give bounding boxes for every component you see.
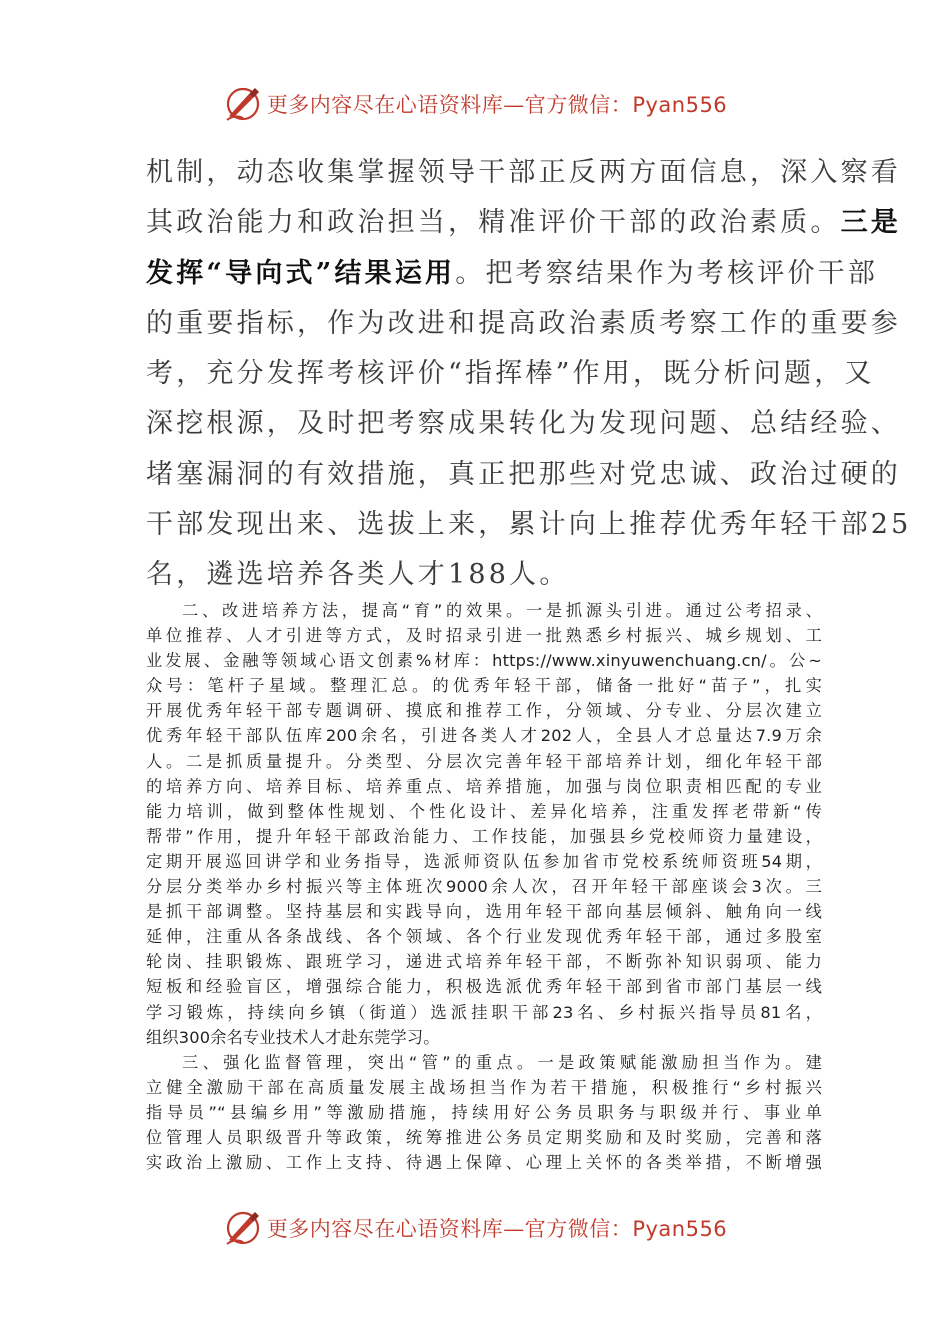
header-banner bbox=[0, 82, 950, 126]
text-line: 三、强化监督管理，突出“管”的重点。一是政策赋能激励担当作为。建 bbox=[182, 1052, 822, 1072]
text-line: 实政治上激励、工作上支持、待遇上保障、心理上关怀的各类举措，不断增强 bbox=[146, 1153, 822, 1173]
text-line: 业发展、金融等领域心语文创素%材库：https://www.xinyuwenchuang.cn/。公~ bbox=[146, 651, 822, 671]
pen-nib-logo-icon bbox=[223, 84, 263, 124]
text-line: 立健全激励干部在高质量发展主战场担当作为若干措施，积极推行“乡村振兴 bbox=[146, 1077, 822, 1097]
section-one-tail bbox=[146, 148, 912, 601]
text-line: 帮带”作用，提升年轻干部政治能力、工作技能，加强县乡党校师资力量建设， bbox=[146, 826, 822, 846]
text-line: 干部发现出来、选拔上来，累计向上推荐优秀年轻干部25 bbox=[146, 509, 912, 541]
header-brand: 更多内容尽在心语资料库—官方微信： bbox=[266, 93, 633, 117]
text-line: 分层分类举办乡村振兴等主体班次9000余人次，召开年轻干部座谈会3次。三 bbox=[146, 877, 822, 897]
text-line: 轮岗、挂职锻炼、跟班学习，递进式培养年轻干部，不断弥补知识弱项、能力 bbox=[146, 952, 822, 972]
bold-lead: 三是 bbox=[840, 207, 902, 239]
text-line: 的重要指标，作为改进和提高政治素质考察工作的重要参 bbox=[146, 307, 901, 339]
text-line: 优秀年轻干部队伍库200余名，引进各类人才202人，全县人才总量达7.9万余 bbox=[146, 726, 822, 746]
text-line: 人。二是抓质量提升。分类型、分层次完善年轻干部培养计划，细化年轻干部 bbox=[146, 751, 822, 771]
text-line: 堵塞漏洞的有效措施，真正把那些对党忠诚、政治过硬的 bbox=[146, 458, 901, 490]
text-line: 是抓干部调整。坚持基层和实践导向，选用年轻干部向基层倾斜、触角向一线 bbox=[146, 902, 822, 922]
pen-nib-logo-icon bbox=[223, 1208, 263, 1248]
text-line: 短板和经验盲区，增强综合能力，积极选派优秀年轻干部到省市部门基层一线 bbox=[146, 977, 822, 997]
text-line: 发挥“导向式”结果运用。把考察结果作为考核评价干部 bbox=[146, 257, 879, 289]
header-wechat-id: Pyan556 bbox=[632, 93, 728, 117]
footer-banner bbox=[0, 1206, 950, 1250]
text-line: 机制，动态收集掌握领导干部正反两方面信息，深入察看 bbox=[146, 157, 901, 188]
text-line: 学习锻炼，持续向乡镇（街道）选派挂职干部23名、乡村振兴指导员81名， bbox=[146, 1002, 822, 1022]
text-line: 二、改进培养方法，提高“育”的效果。一是抓源头引进。通过公考招录、 bbox=[182, 601, 822, 620]
header-text bbox=[267, 89, 727, 119]
text-line: 考，充分发挥考核评价“指挥棒”作用，既分析问题，又 bbox=[146, 358, 875, 390]
text-line: 深挖根源，及时把考察成果转化为发现问题、总结经验、 bbox=[146, 408, 901, 440]
bold-heading: 发挥“导向式”结果运用 bbox=[146, 257, 456, 289]
body-small bbox=[146, 598, 822, 1175]
text-line: 名，遴选培养各类人才188人。 bbox=[146, 559, 570, 591]
text-line: 单位推荐、人才引进等方式，及时招录引进一批熟悉乡村振兴、城乡规划、工 bbox=[146, 626, 822, 646]
text-line: 能力培训，做到整体性规划、个性化设计、差异化培养，注重发挥老带新“传 bbox=[146, 801, 822, 821]
text-line: 的培养方向、培养目标、培养重点、培养措施，加强与岗位职责相匹配的专业 bbox=[146, 776, 822, 796]
footer-brand: 更多内容尽在心语资料库—官方微信： bbox=[266, 1217, 633, 1241]
text-line: 组织300余名专业技术人才赴东莞学习。 bbox=[146, 1027, 440, 1047]
text-line: 指导员”“县编乡用”等激励措施，持续用好公务员职务与职级并行、事业单 bbox=[146, 1102, 822, 1122]
text-line: 延伸，注重从各条战线、各个领域、各个行业发现优秀年轻干部，通过多股室 bbox=[146, 927, 822, 947]
text-line: 定期开展巡回讲学和业务指导，选派师资队伍参加省市党校系统师资班54期， bbox=[146, 851, 822, 871]
text-line: 其政治能力和政治担当，精准评价干部的政治素质。三是 bbox=[146, 207, 902, 239]
text-line: 众号：笔杆子星域。整理汇总。的优秀年轻干部，储备一批好“苗子”，扎实 bbox=[146, 676, 822, 696]
text-line: 开展优秀年轻干部专题调研、摸底和推荐工作，分领域、分专业、分层次建立 bbox=[146, 701, 822, 721]
footer-wechat-id: Pyan556 bbox=[632, 1217, 728, 1241]
text-line: 位管理人员职级晋升等政策，统筹推进公务员定期奖励和及时奖励，完善和落 bbox=[146, 1127, 822, 1147]
footer-text bbox=[267, 1213, 727, 1243]
